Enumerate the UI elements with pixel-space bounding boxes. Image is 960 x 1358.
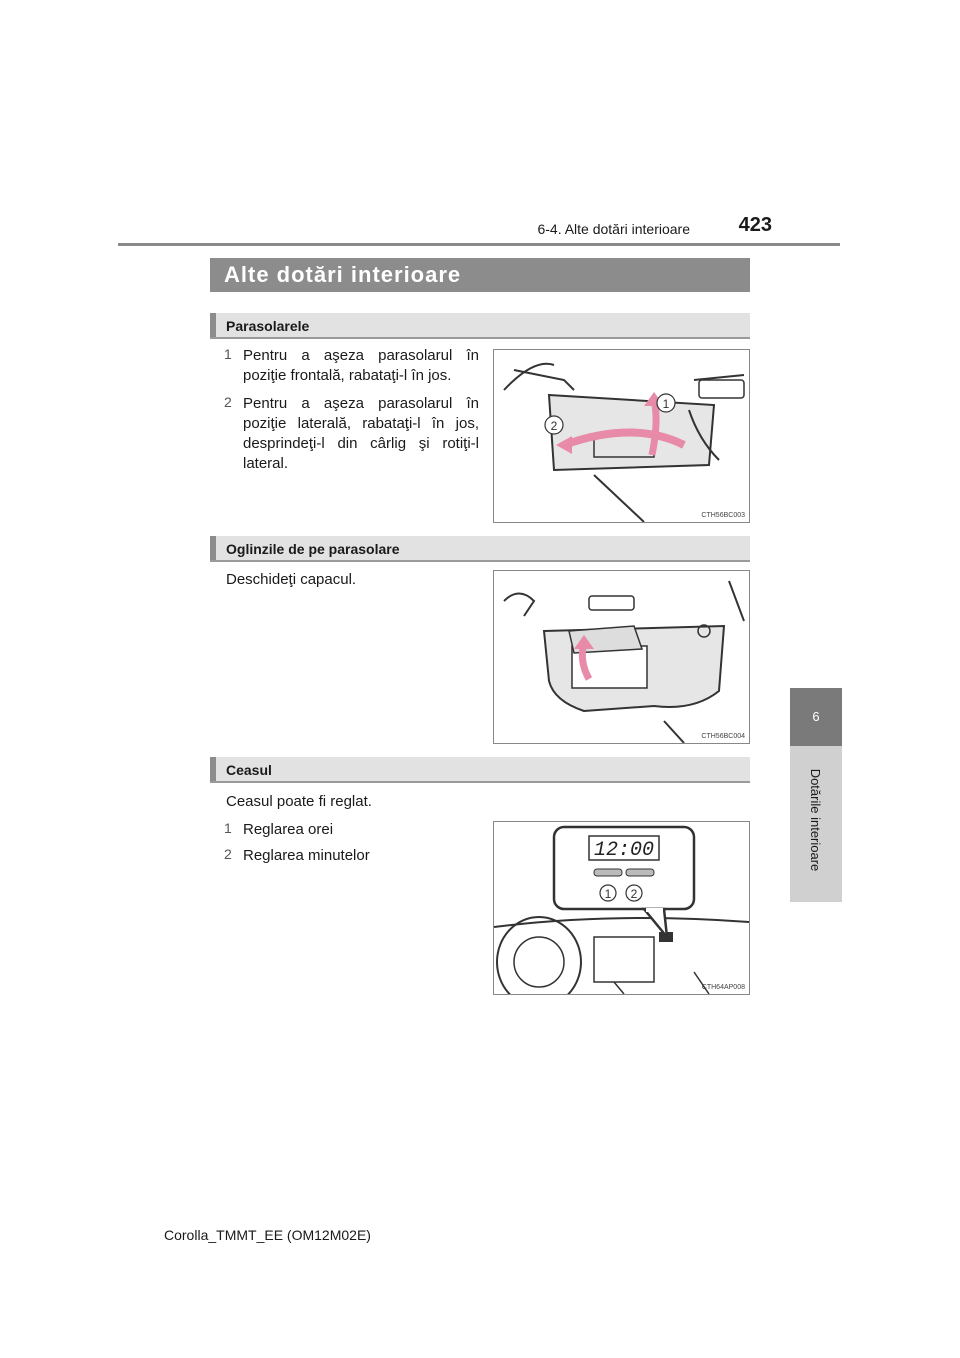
header-section-title: 6-4. Alte dotări interioare bbox=[537, 221, 690, 237]
instruction-text: Ceasul poate fi reglat. bbox=[226, 793, 372, 810]
figure-code: CTH56BC004 bbox=[701, 733, 745, 740]
page-title: Alte dotări interioare bbox=[210, 258, 750, 292]
section-heading-text: Oglinzile de pe parasolare bbox=[226, 541, 400, 557]
clock-display: 12:00 bbox=[593, 839, 655, 862]
section-heading-text: Parasolarele bbox=[226, 318, 310, 334]
step-number: 2 bbox=[224, 394, 232, 410]
section-heading-clock bbox=[210, 757, 750, 783]
section-heading-text: Ceasul bbox=[226, 762, 272, 778]
callout-1: 1 bbox=[604, 887, 612, 901]
callout-1: 1 bbox=[662, 397, 670, 411]
section-heading-mirrors bbox=[210, 536, 750, 562]
clock-illustration bbox=[494, 822, 749, 994]
callout-2: 2 bbox=[630, 887, 638, 901]
step-text: Pentru a aşeza parasolarul în poziţie laterală, rabataţi-l în jos, desprindeţi-l din cârlig şi rotiţi-l lateral. bbox=[243, 395, 479, 472]
callout-2: 2 bbox=[550, 419, 558, 433]
chapter-tab-label: Dotările interioare bbox=[808, 768, 823, 872]
sun-visor-illustration bbox=[494, 350, 749, 522]
sun-visor-figure bbox=[493, 349, 750, 523]
step-number: 1 bbox=[224, 346, 232, 362]
header-rule bbox=[118, 243, 840, 246]
step-text: Reglarea minutelor bbox=[243, 847, 370, 864]
clock-figure bbox=[493, 821, 750, 995]
step-number: 1 bbox=[224, 820, 232, 836]
section-heading-sun-visors bbox=[210, 313, 750, 339]
figure-code: CTH56BC003 bbox=[701, 512, 745, 519]
chapter-tab[interactable]: 6 bbox=[790, 688, 842, 746]
page-number: 423 bbox=[738, 214, 772, 236]
step-number: 2 bbox=[224, 846, 232, 862]
footer-model: Corolla_TMMT_EE (OM12M02E) bbox=[164, 1227, 371, 1243]
figure-code: CTH64AP008 bbox=[701, 984, 745, 991]
step-text: Pentru a aşeza parasolarul în poziţie frontală, rabataţi-l în jos. bbox=[243, 347, 479, 384]
step-text: Reglarea orei bbox=[243, 821, 334, 838]
instruction-text: Deschideţi capacul. bbox=[226, 571, 357, 588]
vanity-mirror-illustration bbox=[494, 571, 749, 743]
vanity-mirror-figure bbox=[493, 570, 750, 744]
